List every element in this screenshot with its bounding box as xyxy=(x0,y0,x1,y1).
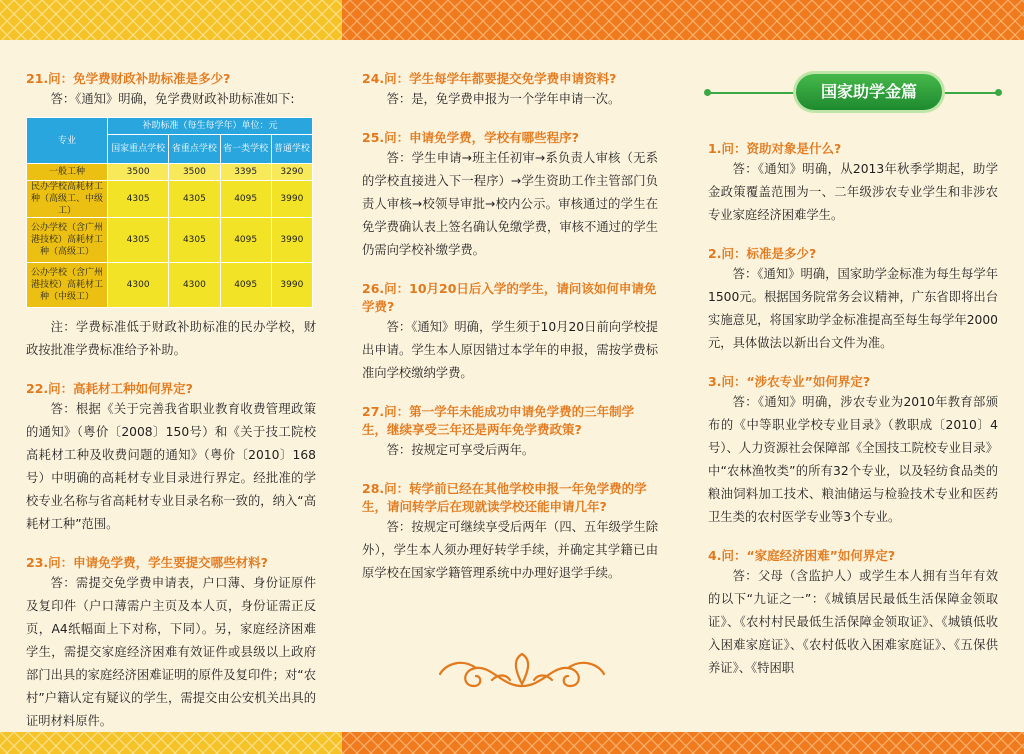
column-3 xyxy=(708,140,998,680)
answer-3: 答：《通知》明确，涉农专业为2010年教育部颁布的《中等职业学校专业目录》（教职成〔2010〕4号）、人力资源社会保障部《全国技工院校专业目录》中“农林渔牧类”的所有32个专业，以及轻纺食品类的粮油饲料加工技术、粮油储运与检验技术专业和医药卫生类的农村医学专业等3个专业。 xyxy=(708,395,998,524)
answer-28: 答：按规定可继续享受后两年（四、五年级学生除外），学生本人须办理好转学手续，并确定其学籍已由原学校在国家学籍管理系统中办理好退学手续。 xyxy=(362,520,658,580)
question-23: 23.问：申请免学费，学生要提交哪些材料? xyxy=(26,555,268,570)
bottom-decorative-band xyxy=(0,732,1024,754)
question-25: 25.问：申请免学费，学校有哪些程序? xyxy=(362,130,579,145)
answer-26: 答：《通知》明确，学生须于10月20日前向学校提出申请。学生本人原因错过本学年的申报，需按学费标准向学校缴纳学费。 xyxy=(362,320,658,380)
question-3: 3.问：“涉农专业”如何界定? xyxy=(708,374,871,389)
cell: 3500 xyxy=(108,164,169,181)
banner-line-right xyxy=(940,92,998,94)
row-label: 一般工种 xyxy=(27,164,108,181)
cell: 4300 xyxy=(108,263,169,308)
table-header-group: 补助标准（每生每学年）单位：元 xyxy=(108,118,313,135)
row-label: 民办学校高耗材工种（高级工、中级工） xyxy=(27,181,108,218)
answer-24: 答：是，免学费申报为一个学年申请一次。 xyxy=(386,92,621,106)
question-28: 28.问：转学前已经在其他学校申报一年免学费的学生，请问转学后在现就读学校还能申请几年? xyxy=(362,481,647,514)
cell: 3990 xyxy=(271,181,312,218)
row-label: 公办学校（含广州港技校）高耗材工种（高级工） xyxy=(27,218,108,263)
column-1 xyxy=(26,60,316,733)
banner-dot-right xyxy=(995,89,1002,96)
column-2 xyxy=(362,60,658,585)
question-1: 1.问：资助对象是什么? xyxy=(708,141,842,156)
cell: 3500 xyxy=(169,164,220,181)
cell: 4305 xyxy=(108,218,169,263)
question-21: 21.问：免学费财政补助标准是多少? xyxy=(26,71,231,86)
top-decorative-band xyxy=(0,0,1024,40)
answer-1: 答：《通知》明确，从2013年秋季学期起，助学金政策覆盖范围为一、二年级涉农专业学生和非涉农专业家庭经济困难学生。 xyxy=(708,162,998,222)
table-header-major: 专业 xyxy=(27,118,108,164)
scroll-ornament-icon xyxy=(432,646,612,696)
table-row xyxy=(27,181,313,218)
answer-25: 答：学生申请→班主任初审→系负责人审核（无系的学校直接进入下一程序）→学生资助工作主管部门负责人审核→校领导审批→校内公示。审核通过的学生在免学费确认表上签名确认免缴学费，审核不通过的学生仍需向学校补缴学费。 xyxy=(362,151,658,257)
cell: 4300 xyxy=(169,263,220,308)
question-22: 22.问：高耗材工种如何界定? xyxy=(26,381,193,396)
answer-21: 答：《通知》明确，免学费财政补助标准如下: xyxy=(50,92,295,106)
cell: 4305 xyxy=(169,181,220,218)
table-subheader: 国家重点学校 xyxy=(108,135,169,164)
table-subheader: 省一类学校 xyxy=(220,135,271,164)
question-26: 26.问：10月20日后入学的学生，请问该如何申请免学费? xyxy=(362,281,657,314)
table-row xyxy=(27,218,313,263)
cell: 4095 xyxy=(220,181,271,218)
answer-4: 答：父母（含监护人）或学生本人拥有当年有效的以下“九证之一”：《城镇居民最低生活保障金领取证》、《农村村民最低生活保障金领取证》、《城镇低收入困难家庭证》、《农村低收入困难家庭证》、《五保供养证》、《特困职 xyxy=(708,569,998,675)
cell: 3990 xyxy=(271,263,312,308)
question-24: 24.问：学生每学年都要提交免学费申请资料? xyxy=(362,71,617,86)
answer-2: 答：《通知》明确，国家助学金标准为每生每学年1500元。根据国务院常务会议精神，广东省即将出台实施意见，将国家助学金标准提高至每生每学年2000元，具体做法以新出台文件为准。 xyxy=(708,267,998,350)
row-label: 公办学校（含广州港技校）高耗材工种（中级工） xyxy=(27,263,108,308)
cell: 4305 xyxy=(108,181,169,218)
question-4: 4.问：“家庭经济困难”如何界定? xyxy=(708,548,896,563)
answer-22: 答：根据《关于完善我省职业教育收费管理政策的通知》（粤价〔2008〕150号）和《关于技工院校高耗材工种及收费问题的通知》（粤价〔2010〕168号）中明确的高耗材专业目录进行界定。经批准的学校专业名称与省高耗材专业目录名称一致的，纳入“高耗材工种”范围。 xyxy=(26,402,316,531)
cell: 3990 xyxy=(271,218,312,263)
banner-dot-left xyxy=(704,89,711,96)
cell: 4305 xyxy=(169,218,220,263)
table-subheader: 普通学校 xyxy=(271,135,312,164)
table-note: 注：学费标准低于财政补助标准的民办学校，财政按批准学费标准给予补助。 xyxy=(26,320,316,357)
table-row xyxy=(27,263,313,308)
cell: 4095 xyxy=(220,218,271,263)
table-row xyxy=(27,164,313,181)
answer-27: 答：按规定可享受后两年。 xyxy=(386,443,535,457)
question-27: 27.问：第一学年未能成功申请免学费的三年制学生，继续享受三年还是两年免学费政策? xyxy=(362,404,635,437)
answer-23: 答：需提交免学费申请表，户口薄、身份证原件及复印件（户口薄需户主页及本人页，身份证需正反页，A4纸幅面上下对称，下同）。另，家庭经济困难学生，需提交家庭经济困难有效证件或县级以上政府部门出具的家庭经济困难证明的原件及复印件；对“农村”户籍认定有疑议的学生，需提交由公安机关出具的证明材料原件。 xyxy=(26,576,316,728)
subsidy-table xyxy=(26,117,313,308)
section-banner: 国家助学金篇 xyxy=(796,74,942,110)
cell: 3395 xyxy=(220,164,271,181)
cell: 3290 xyxy=(271,164,312,181)
banner-line-left xyxy=(708,92,798,94)
table-subheader: 省重点学校 xyxy=(169,135,220,164)
question-2: 2.问：标准是多少? xyxy=(708,246,817,261)
cell: 4095 xyxy=(220,263,271,308)
